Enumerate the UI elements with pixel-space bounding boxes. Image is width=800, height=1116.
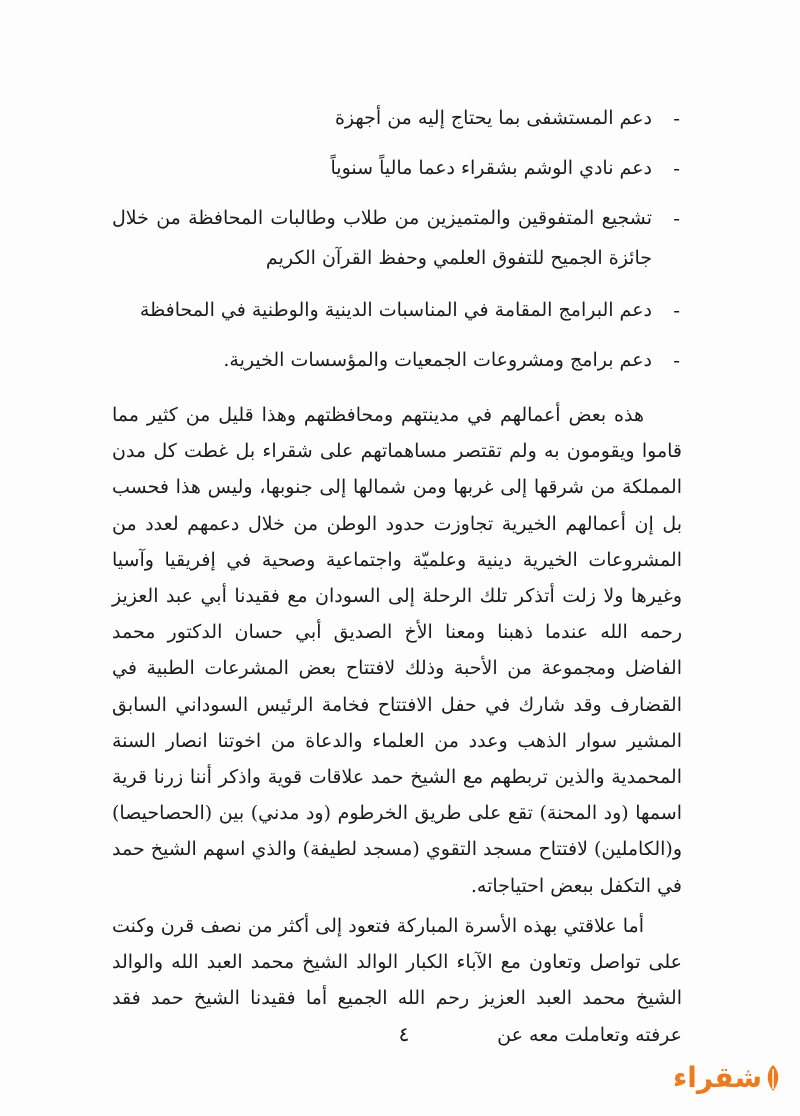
bullet-dash: - bbox=[673, 298, 680, 322]
bullet-text: دعم برامج ومشروعات الجمعيات والمؤسسات الخيرية. bbox=[223, 349, 652, 371]
leaf-icon bbox=[764, 1064, 782, 1092]
bullet-dash: - bbox=[673, 156, 680, 180]
list-item bbox=[112, 198, 680, 278]
bullet-text: دعم نادي الوشم بشقراء دعما مالياً سنوياً bbox=[330, 157, 652, 179]
bullet-dash: - bbox=[673, 348, 680, 372]
bullet-text: دعم البرامج المقامة في المناسبات الدينية والوطنية في المحافظة bbox=[139, 299, 652, 321]
list-item bbox=[112, 340, 680, 380]
bullet-text: دعم المستشفى بما يحتاج إليه من أجهزة bbox=[334, 107, 652, 129]
list-item bbox=[112, 148, 680, 188]
list-item bbox=[112, 98, 680, 138]
body-paragraph-2: أما علاقتي بهذه الأسرة المباركة فتعود إلى أكثر من نصف قرن وكنت على تواصل وتعاون مع الآباء الكبار الوالد الشيخ محمد العبد الله والوالد الشيخ محمد العبد العزيز رحم الله الجميع أما فقيدنا الشيخ حمد فقد عرفته وتعاملت معه عن bbox=[112, 915, 682, 1046]
bullet-dash: - bbox=[673, 106, 680, 130]
bullet-list bbox=[112, 98, 680, 390]
body-paragraph-1: هذه بعض أعمالهم في مدينتهم ومحافظتهم وهذا قليل من كثير مما قاموا ويقومون به ولم تقتصر مساهماتهم على شقراء بل غطت كل مدن المملكة من شرقها إلى غربها ومن شمالها إلى جنوبها، وليس هذا فحسب بل إن أعمالهم الخيرية تجاوزت حدود الوطن من خلال دعمهم لعدد من المشروعات الخيرية دينية وعلميّة واجتماعية وصحية في إفريقيا وآسيا وغيرها ولا زلت أتذكر تلك الرحلة إلى السودان مع فقيدنا أبي عبد العزيز رحمه الله عندما ذهبنا ومعنا الأخ الصديق أبي حسان الدكتور محمد الفاضل ومجموعة من الأحبة وذلك لافتتاح بعض المشرعات الطبية في القضارف وقد شارك في حفل الافتتاح فخامة الرئيس السوداني السابق المشير سوار الذهب وعدد من العلماء والدعاة من اخوتنا انصار السنة المحمدية والذين تربطهم مع الشيخ حمد علاقات قوية واذكر أننا زرنا قرية اسمها (ود المحنة) تقع على طريق الخرطوم (ود مدني) بين (الحصاحيصا) و(الكاملين) لافتتاح مسجد التقوي (مسجد لطيفة) والذي اسهم الشيخ حمد في التكفل ببعض احتياجاته. bbox=[112, 404, 682, 897]
bullet-dash: - bbox=[673, 206, 680, 230]
bullet-text: تشجيع المتفوقين والمتميزين من طلاب وطالبات المحافظة من خلال جائزة الجميح للتفوق العلمي وحفظ القرآن الكريم bbox=[112, 207, 652, 269]
page-number: ٤ bbox=[398, 1022, 410, 1046]
watermark-logo bbox=[673, 1061, 782, 1094]
watermark-text: شقراء bbox=[672, 1061, 762, 1094]
list-item bbox=[112, 290, 680, 330]
